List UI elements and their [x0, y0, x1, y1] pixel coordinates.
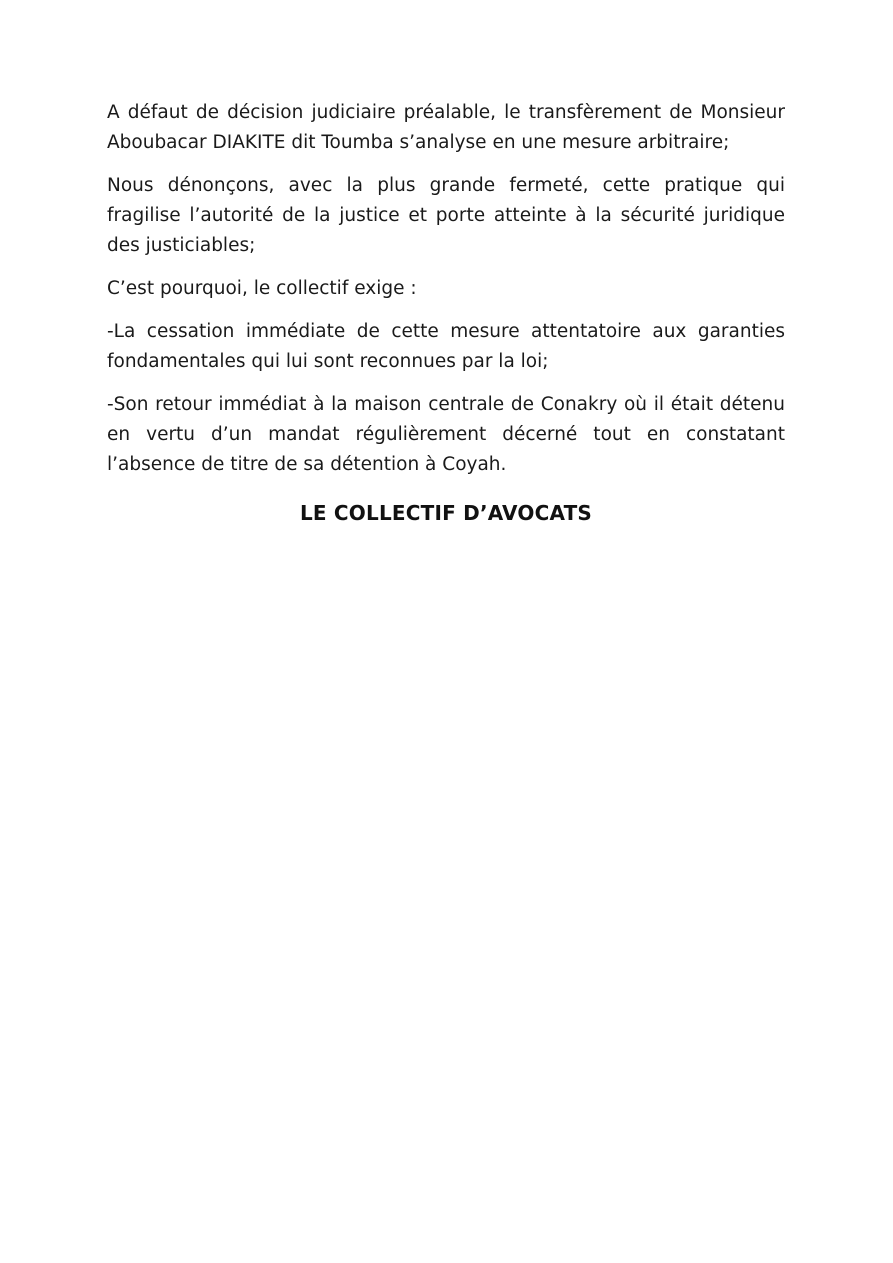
paragraph-transferement: A défaut de décision judiciaire préalable, le transfèrement de Monsieur Aboubacar DIAKITE dit Toumba s’analyse en une mesure arbitraire; — [107, 102, 785, 153]
signature-heading: LE COLLECTIF D’AVOCATS — [299, 501, 593, 525]
paragraph-exigence-intro: C’est pourquoi, le collectif exige : — [107, 278, 417, 299]
paragraph-denonciation: Nous dénonçons, avec la plus grande fermeté, cette pratique qui fragilise l’autorité de la justice et porte atteinte à la sécurité juridique des justiciables; — [107, 175, 785, 256]
paragraph-demande-retour: -Son retour immédiat à la maison centrale de Conakry où il était détenu en vertu d’un mandat régulièrement décerné tout en constatant l’absence de titre de sa détention à Coyah. — [107, 394, 785, 475]
paragraph-demande-cessation: -La cessation immédiate de cette mesure attentatoire aux garanties fondamentales qui lui sont reconnues par la loi; — [107, 321, 785, 372]
